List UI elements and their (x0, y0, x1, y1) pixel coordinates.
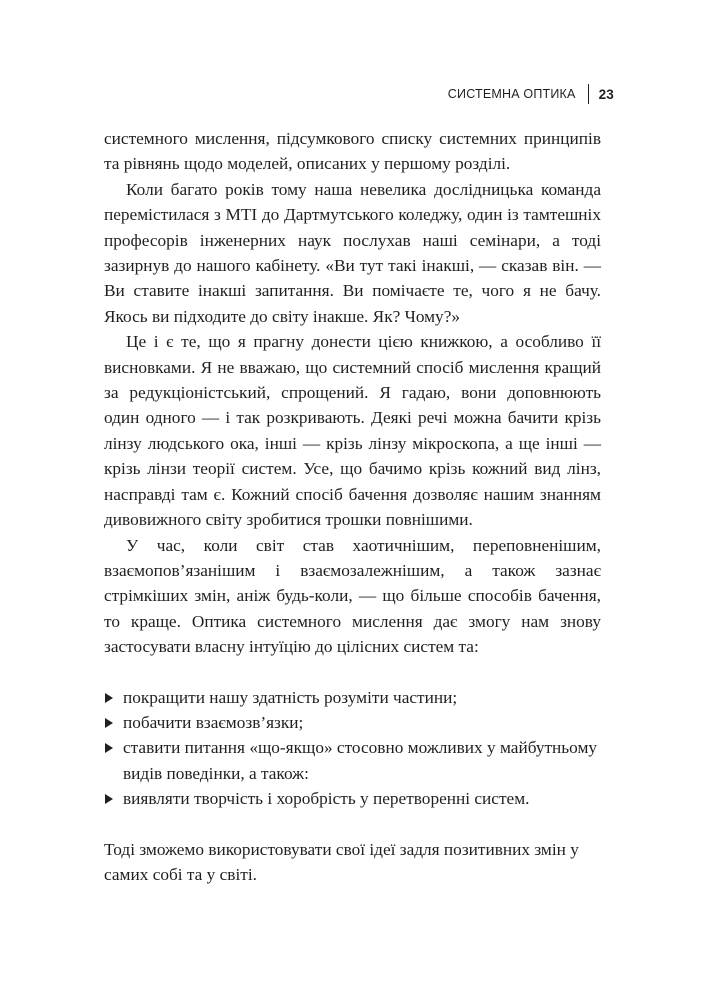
paragraph: У час, коли світ став хаотичнішим, переповненішим, взаємопов’язанішим і взаємозалежнішим, а також зазнає стрімкіших змін, аніж будь-коли, — що більше способів бачення, то краще. Оптика системного мислення дає змогу нам знову застосувати власну інтуїцію до цілісних систем та: (104, 535, 601, 657)
closing-paragraph: Тоді зможемо використовувати свої ідеї задля позитивних змін у самих собі та у світі. (104, 839, 579, 884)
triangle-bullet-icon (105, 794, 113, 804)
list-item-text: покращити нашу здатність розуміти частини; (123, 687, 458, 707)
list-item-text: виявляти творчість і хоробрість у перетворенні систем. (123, 789, 530, 809)
list-item (104, 685, 601, 710)
bullet-list (104, 685, 601, 812)
list-item-text: побачити взаємозв’язки; (123, 712, 304, 732)
list-item (104, 786, 601, 811)
triangle-bullet-icon (105, 743, 113, 753)
list-item (104, 735, 601, 786)
running-head-title: СИСТЕМНА ОПТИКА (447, 87, 576, 101)
list-item-text: ставити питання «що-якщо» стосовно можливих у майбутньому видів поведінки, а також: (123, 738, 598, 783)
list-item (104, 710, 601, 735)
running-head (448, 84, 614, 104)
triangle-bullet-icon (105, 693, 113, 703)
running-head-divider (588, 84, 589, 104)
triangle-bullet-icon (105, 718, 113, 728)
paragraph: Коли багато років тому наша невелика дослідницька команда перемістилася з МТІ до Дартмутського коледжу, один із тамтешніх професорів інженерних наук послухав наші семінари, а тоді зазирнув до нашого кабінету. «Ви тут такі інакші, — сказав він. — Ви ставите інакші запитання. Ви помічаєте те, чого я не бачу. Якось ви підходите до світу інакше. Як? Чому?» (104, 179, 601, 326)
page-number: 23 (598, 86, 614, 102)
paragraph: Це і є те, що я прагну донести цією книжкою, а особливо її висновками. Я не вважаю, що системний спосіб мислення кращий за редукціоністський, спрощений. Я гадаю, вони доповнюють один одного — і так розкривають. Деякі речі можна бачити крізь лінзу людського ока, інші — крізь лінзу мікроскопа, а ще інші — крізь лінзи теорії систем. Усе, що бачимо крізь кожний вид лінз, насправді там є. Кожний спосіб бачення дозволяє нашим знанням дивовижного світу зробитися трошки повнішими. (104, 332, 601, 530)
page-body (104, 126, 601, 887)
paragraph-continued: системного мислення, підсумкового списку системних принципів та рівнянь щодо моделей, описаних у першому розділі. (104, 129, 601, 174)
